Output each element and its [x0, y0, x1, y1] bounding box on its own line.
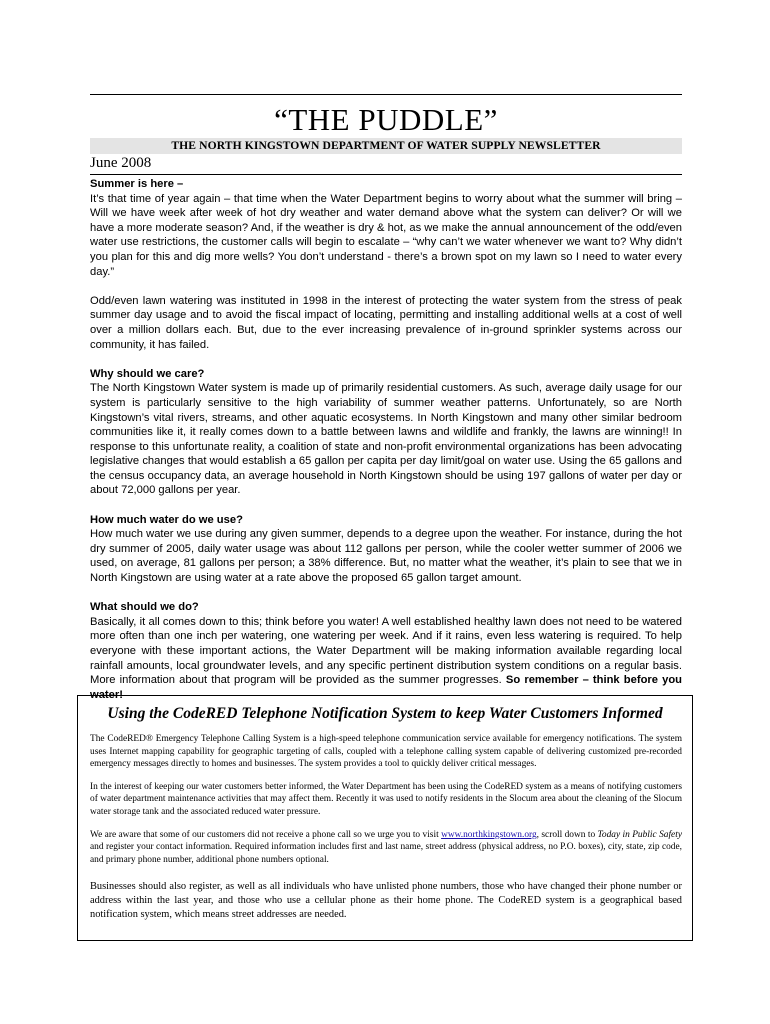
codered-p3-italic: Today in Public Safety [597, 829, 682, 840]
top-rule [90, 94, 682, 95]
codered-title: Using the CodeRED Telephone Notification System to keep Water Customers Informed [107, 705, 663, 722]
why-care-heading: Why should we care? [90, 367, 205, 380]
codered-p3-text-c: and register your contact information. Required information includes first and last name, street address (physical address, no P.O. boxes), city, state, zip code, and primary phone number, additional phone numbers optional. [90, 842, 682, 865]
what-do-text: Basically, it all comes down to this; think before you water! A well established healthy lawn does not need to be watered more often than one inch per watering, one watering per week. And if it rains, even less watering is required. To help everyone with these important actions, the Water Department will be making information available regarding local rainfall amounts, local groundwater levels, and any specific pertinent distribution system conditions on a regular basis. More information about that program will be provided as the summer progresses. [90, 615, 682, 687]
what-do-heading: What should we do? [90, 601, 199, 614]
codered-paragraph-2: In the interest of keeping our water customers better informed, the Water Department has been using the CodeRED system as a means of notifying customers of water department maintenance activities that may affect them. Recently it was used to notify residents in the Slocum area about the cleaning of the Slocum water storage tank and the associated reduced water pressure. [90, 781, 682, 817]
what-do-emphasis: So remember – think before you water! [90, 674, 683, 701]
what-do-paragraph [90, 615, 682, 703]
newsletter-subtitle: THE NORTH KINGSTOWN DEPARTMENT OF WATER SUPPLY NEWSLETTER [171, 139, 601, 152]
newsletter-title: “THE PUDDLE” [274, 102, 498, 137]
issue-date: June 2008 [90, 155, 152, 171]
codered-p3-text-b: , scroll down to [536, 829, 598, 840]
how-much-paragraph: How much water we use during any given summer, depends to a degree upon the weather. For instance, during the hot dry summer of 2005, daily water usage was about 112 gallons per person, while the cooler wetter summer of 2006 we used, on average, 81 gallons per person; a 38% difference. But, no matter what the weather, it’s plain to see that we in North Kingstown are using water at a rate above the proposed 65 gallon target amount. [90, 528, 682, 585]
why-care-paragraph: The North Kingstown Water system is made up of primarily residential customers. As such, average daily usage for our system is particularly sensitive to the high variability of summer weather patterns. Unfortunately, so are North Kingstown’s vital rivers, streams, and other aquatic ecosystems. In North Kingstown and many other similar bedroom communities like it, it really comes down to a battle between lawns and wildlife and frankly, the lawns are winning!! In response to this unfortunate reality, a coalition of state and non-profit environmental organizations has been advocating legislative changes that would establish a 65 gallon per capita per day limit/goal on water use. Using the 65 gallons and the census occupancy data, an average household in North Kingstown should be using 197 gallons of water per day or about 72,000 gallons per year. [90, 382, 682, 497]
article-body [90, 177, 682, 702]
date-rule [90, 174, 682, 175]
codered-body [90, 733, 682, 931]
summer-heading: Summer is here – [90, 178, 184, 190]
codered-paragraph-3 [90, 829, 682, 867]
codered-paragraph-1: The CodeRED® Emergency Telephone Calling System is a high-speed telephone communication service available for emergency notifications. The system uses Internet mapping capability for geographic targeting of calls, coupled with a telephone calling system capable of delivering customized pre-recorded emergency messages directly to homes and businesses. The system provides a tool to quickly deliver critical messages. [90, 734, 682, 770]
summer-paragraph-2: Odd/even lawn watering was instituted in 1998 in the interest of protecting the water system from the stress of peak summer day usage and to avoid the fiscal impact of locating, permitting and installing additional wells at a cost of well over a million dollars each. But, due to the ever increasing prevalence of in-ground sprinkler systems across our community, it has failed. [90, 294, 682, 351]
northkingstown-link[interactable]: www.northkingstown.org [441, 829, 537, 840]
codered-p3-text-a: We are aware that some of our customers did not receive a phone call so we urge you to visit [90, 829, 442, 840]
summer-paragraph-1: It’s that time of year again – that time when the Water Department begins to worry about what the summer will bring – Will we have week after week of hot dry weather and water demand above what the system can deliver? Or will we have a more moderate season? And, if the weather is dry & hot, as we make the annual announcement of the odd/even water use restrictions, the customer calls will begin to escalate – “why can’t we water whenever we want to? Why didn’t you plan for this and dig more wells? You don’t understand - there’s a brown spot on my lawn so I need to water every day.” [90, 192, 682, 278]
codered-paragraph-4: Businesses should also register, as well as all individuals who have unlisted phone numbers, those who have changed their phone number or address within the last year, and those who use a cellular phone as their home phone. The CodeRED system is a geographical based notification system, which means street addresses are needed. [90, 881, 682, 920]
how-much-heading: How much water do we use? [90, 513, 243, 526]
